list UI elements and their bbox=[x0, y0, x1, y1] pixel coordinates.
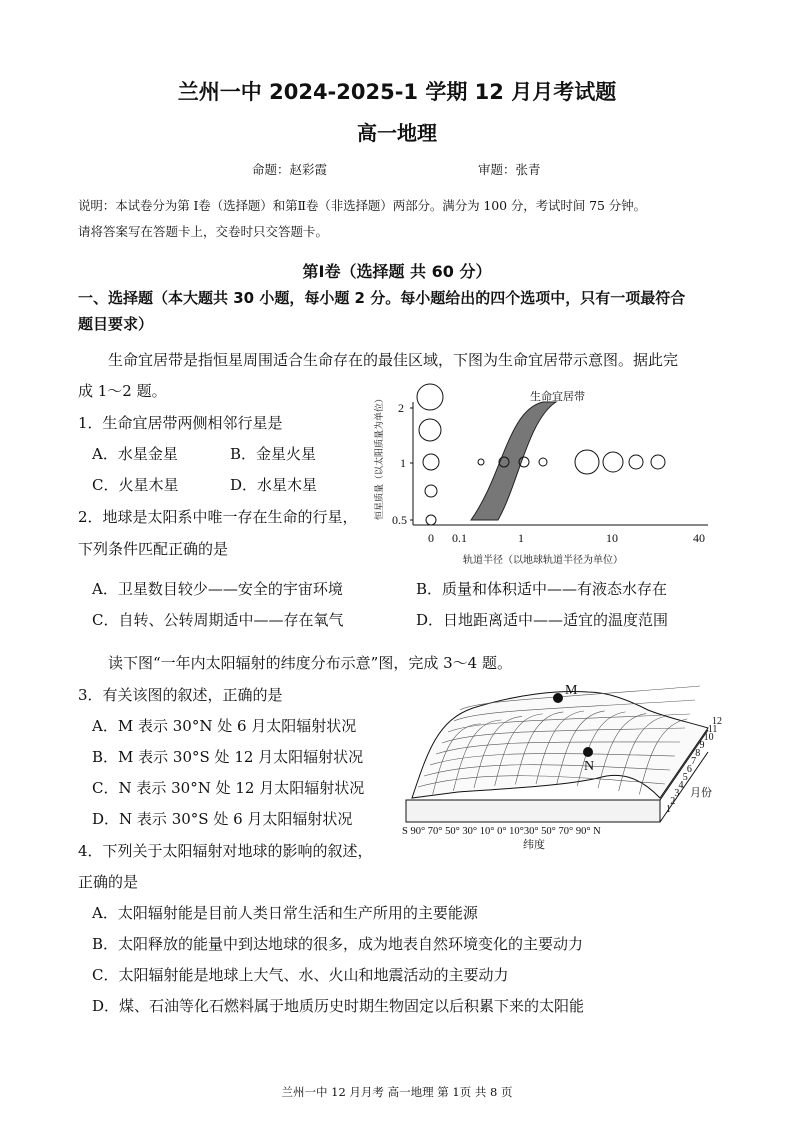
q3-stem: 3．有关该图的叙述，正确的是 bbox=[78, 686, 283, 704]
x-tick-0: 0 bbox=[428, 531, 434, 545]
planet-jupiter bbox=[575, 450, 599, 474]
radiation-surface bbox=[412, 692, 708, 798]
author-line: 命题：赵彩霞 bbox=[252, 162, 328, 177]
habitable-band-label: 生命宜居带 bbox=[530, 391, 585, 403]
solar-radiation-figure bbox=[398, 680, 738, 852]
subject-title: 高一地理 bbox=[357, 121, 437, 145]
q2-stem-line-1: 2．地球是太阳系中唯一存在生命的行星， bbox=[78, 508, 358, 526]
sun-circle bbox=[423, 454, 439, 470]
q4-option-b[interactable]: B．太阳释放的能量中到达地球的很多，成为地表自然环境变化的主要动力 bbox=[92, 935, 584, 953]
month-tick-label: 2 bbox=[670, 796, 676, 807]
month-tick-label: 10 bbox=[703, 732, 714, 743]
q4-stem-line-2: 正确的是 bbox=[78, 873, 139, 891]
x-axis-label: 轨道半径（以地球轨道半径为单位） bbox=[463, 555, 623, 566]
y-axis-label: 恒星质量（以太阳质量为单位） bbox=[374, 393, 384, 520]
month-tick-label: 3 bbox=[674, 788, 680, 799]
month-tick-label: 9 bbox=[699, 740, 705, 751]
section-intro-line-1: 一、选择题（本大题共 30 小题，每小题 2 分。每小题给出的四个选项中，只有一项最符合 bbox=[78, 289, 686, 307]
q3-option-d[interactable]: D．N 表示 30°S 处 6 月太阳辐射状况 bbox=[92, 810, 353, 828]
month-tick-label: 12 bbox=[712, 716, 722, 727]
exam-title: 兰州一中 2024-2025-1 学期 12 月月考试题 bbox=[177, 80, 617, 104]
page-footer: 兰州一中 12 月月考 高一地理 第 1页 共 8 页 bbox=[281, 1085, 513, 1099]
q3-option-a[interactable]: A．M 表示 30°N 处 6 月太阳辐射状况 bbox=[92, 717, 357, 735]
group2-stem: 读下图“一年内太阳辐射的纬度分布示意”图，完成 3～4 题。 bbox=[108, 654, 512, 672]
month-tick-label: 1 bbox=[666, 804, 671, 815]
planet-neptune bbox=[651, 455, 665, 469]
x-tick-0-1: 0.1 bbox=[452, 531, 467, 545]
q2-option-b[interactable]: B．质量和体积适中——有液态水存在 bbox=[416, 580, 668, 598]
y-tick-1: 1 bbox=[400, 456, 406, 470]
group1-stem-line-2: 成 1～2 题。 bbox=[78, 382, 167, 400]
planet-mercury bbox=[478, 459, 484, 465]
q1-option-c[interactable]: C．火星木星 bbox=[92, 476, 179, 494]
instructions-line-1: 说明：本试卷分为第 Ⅰ卷（选择题）和第Ⅱ卷（非选择题）两部分。满分为 100 分，考试时间 75 分钟。 bbox=[78, 198, 646, 213]
planet-saturn bbox=[603, 452, 623, 472]
month-axis-label: 月份 bbox=[690, 787, 712, 799]
month-tick-label: 4 bbox=[678, 780, 684, 791]
group1-stem-line-1: 生命宜居带是指恒星周围适合生命存在的最佳区域，下图为生命宜居带示意图。据此完 bbox=[108, 351, 679, 369]
point-m-label: M bbox=[565, 683, 578, 698]
month-tick-label: 11 bbox=[707, 724, 718, 735]
planet-mars bbox=[539, 458, 547, 466]
month-tick-label: 6 bbox=[686, 764, 692, 775]
q4-option-a[interactable]: A．太阳辐射能是目前人类日常生活和生产所用的主要能源 bbox=[92, 904, 478, 922]
q3-option-b[interactable]: B．M 表示 30°S 处 12 月太阳辐射状况 bbox=[92, 748, 364, 766]
q1-option-a[interactable]: A．水星金星 bbox=[92, 445, 178, 463]
section-title: 第Ⅰ卷（选择题 共 60 分） bbox=[302, 262, 492, 281]
x-tick-10: 10 bbox=[606, 531, 618, 545]
point-n-marker bbox=[583, 747, 593, 757]
reviewer-line: 审题：张青 bbox=[478, 162, 541, 177]
q2-option-a[interactable]: A．卫星数目较少——安全的宇宙环境 bbox=[92, 580, 343, 598]
point-n-label: N bbox=[584, 759, 595, 774]
month-tick-label: 5 bbox=[682, 772, 688, 783]
q4-option-c[interactable]: C．太阳辐射能是地球上大气、水、火山和地震活动的主要动力 bbox=[92, 966, 509, 984]
y-tick-0-5: 0.5 bbox=[392, 513, 407, 527]
surface-base bbox=[406, 800, 660, 822]
x-tick-1: 1 bbox=[518, 531, 524, 545]
instructions-line-2: 请将答案写在答题卡上，交卷时只交答题卡。 bbox=[78, 224, 329, 239]
habitable-zone-figure bbox=[368, 380, 718, 570]
q3-option-c[interactable]: C．N 表示 30°N 处 12 月太阳辐射状况 bbox=[92, 779, 365, 797]
point-m-marker bbox=[553, 693, 563, 703]
q4-stem-line-1: 4．下列关于太阳辐射对地球的影响的叙述， bbox=[78, 842, 373, 860]
star-circle-large bbox=[417, 384, 443, 410]
star-circle bbox=[425, 485, 437, 497]
star-circle bbox=[419, 419, 441, 441]
q1-stem: 1．生命宜居带两侧相邻行星是 bbox=[78, 414, 283, 432]
section-intro-line-2: 题目要求） bbox=[78, 315, 154, 333]
q2-option-d[interactable]: D．日地距离适中——适宜的温度范围 bbox=[416, 611, 669, 629]
latitude-axis: S 90° 70° 50° 30° 10° 0° 10°30° 50° 70° 90° N bbox=[402, 826, 601, 837]
star-circle-small bbox=[426, 515, 436, 525]
q1-option-d[interactable]: D．水星木星 bbox=[230, 476, 318, 494]
q2-stem-line-2: 下列条件匹配正确的是 bbox=[78, 540, 229, 558]
q2-option-c[interactable]: C．自转、公转周期适中——存在氧气 bbox=[92, 611, 344, 629]
q4-option-d[interactable]: D．煤、石油等化石燃料属于地质历史时期生物固定以后积累下来的太阳能 bbox=[92, 997, 585, 1015]
latitude-axis-label: 纬度 bbox=[523, 839, 545, 851]
q1-option-b[interactable]: B．金星火星 bbox=[230, 445, 317, 463]
month-tick-label: 8 bbox=[695, 748, 701, 759]
month-tick-label: 7 bbox=[691, 756, 697, 767]
x-tick-40: 40 bbox=[693, 531, 705, 545]
y-tick-2: 2 bbox=[398, 401, 404, 415]
planet-uranus bbox=[629, 455, 643, 469]
